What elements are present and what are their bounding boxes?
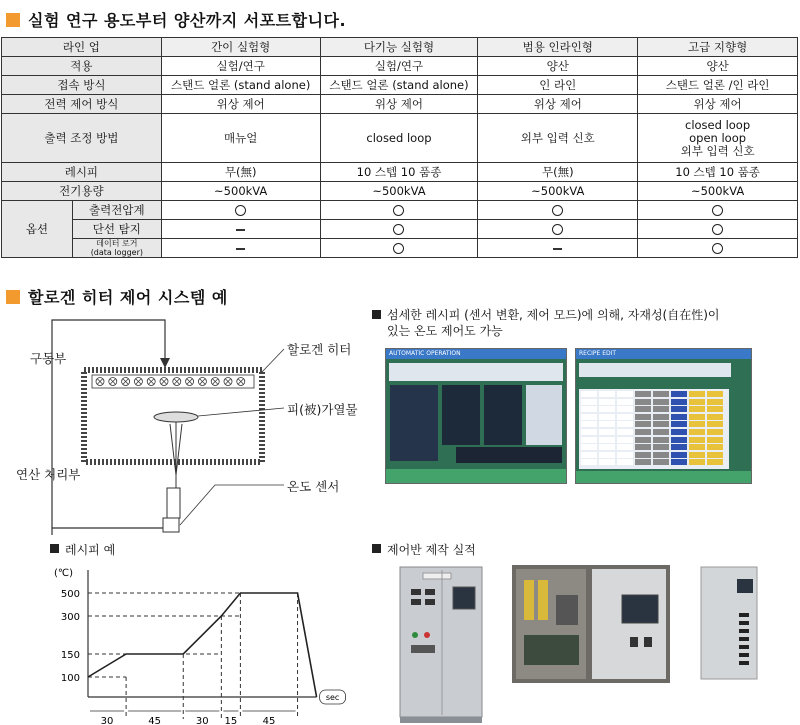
dash-mark-icon: [236, 229, 245, 231]
table-cell: 스탠드 얼론 (stand alone): [320, 76, 478, 95]
operation-info-bar: [389, 363, 563, 381]
header-model: 고급 지향형: [638, 38, 798, 57]
panel-photo-3: [697, 565, 762, 683]
section2-title: 할로겐 히터 제어 시스템 예: [28, 288, 228, 307]
recipe-footer: [576, 471, 751, 483]
heater-label: 할로겐 히터: [287, 342, 352, 357]
header-model: 범용 인라인형: [478, 38, 638, 57]
spec-table: [1, 37, 798, 258]
table-cell: ~500kVA: [161, 182, 320, 201]
drive-label: 구동부: [30, 351, 67, 366]
object-label: 피(被)가열물: [287, 402, 358, 417]
recipe-screen: [575, 348, 752, 484]
black-square-icon: [372, 544, 381, 553]
row-label: 전기용량: [2, 182, 162, 201]
sensor-label: 온도 센서: [287, 479, 340, 494]
table-cell: closed loop open loop 외부 입력 신호: [638, 114, 798, 163]
table-cell: 10 스텝 10 품종: [320, 163, 478, 182]
operation-screen: [385, 348, 567, 484]
meter-panel-1: [442, 385, 480, 445]
recipe-screen-title: RECIPE EDIT: [576, 349, 751, 359]
x-segment-label: 45: [148, 716, 162, 725]
param-panel: [526, 385, 562, 445]
option-name: 데이터 로거 (data logger): [72, 239, 161, 258]
table-cell: ~500kVA: [638, 182, 798, 201]
option-mark: [161, 220, 320, 239]
table-cell: ~500kVA: [320, 182, 478, 201]
table-cell: closed loop: [320, 114, 478, 163]
circle-mark-icon: [393, 205, 404, 216]
option-name: 출력전압계: [72, 201, 161, 220]
y-tick-label: 100: [60, 673, 80, 684]
section1-title: 실험 연구 용도부터 양산까지 서포트합니다.: [28, 11, 347, 30]
option-mark: [638, 220, 798, 239]
option-mark: [320, 239, 478, 258]
sensor-wire-3: [176, 424, 182, 475]
circle-mark-icon: [393, 224, 404, 235]
row-label: 출력 조정 방법: [2, 114, 162, 163]
option-mark: [320, 220, 478, 239]
circle-mark-icon: [712, 243, 723, 254]
sensor-wire-2: [170, 424, 176, 475]
table-cell: 스탠드 얼론 /인 라인: [638, 76, 798, 95]
table-row: [2, 57, 798, 76]
table-cell: 10 스텝 10 품종: [638, 163, 798, 182]
option-label: 옵션: [2, 201, 73, 258]
table-cell: 위상 제어: [638, 95, 798, 114]
y-tick-label: 500: [60, 589, 80, 600]
table-cell: 무(無): [161, 163, 320, 182]
recipe-series-line: [88, 593, 317, 697]
x-segment-label: 15: [224, 716, 238, 725]
option-name: 단선 탐지: [72, 220, 161, 239]
recipe-info-bar: [579, 363, 731, 377]
circle-mark-icon: [712, 224, 723, 235]
alarm-panel: [456, 447, 562, 463]
header-model: 다기능 실험형: [320, 38, 478, 57]
table-header-row: [2, 38, 798, 57]
option-mark: [638, 201, 798, 220]
table-cell: 실험/연구: [320, 57, 478, 76]
option-row: [2, 220, 798, 239]
option-mark: [478, 220, 638, 239]
panel-photo-2: [512, 565, 670, 683]
panel-photo-1: [395, 565, 490, 725]
circle-mark-icon: [552, 205, 563, 216]
option-mark: [478, 201, 638, 220]
circle-mark-icon: [552, 224, 563, 235]
black-square-icon: [50, 544, 59, 553]
section1-heading: [6, 8, 346, 31]
table-row: [2, 182, 798, 201]
row-label: 레시피: [2, 163, 162, 182]
table-cell: 외부 입력 신호: [478, 114, 638, 163]
control-line-drive: [52, 320, 165, 535]
table-cell: 위상 제어: [478, 95, 638, 114]
x-segment-label: 30: [195, 716, 209, 725]
y-tick-label: 150: [60, 650, 80, 661]
row-label: 접속 방식: [2, 76, 162, 95]
option-row: [2, 239, 798, 258]
table-cell: 인 라인: [478, 76, 638, 95]
table-row: [2, 163, 798, 182]
screens-caption: 섬세한 레시피 (센서 변환, 제어 모드)에 의해, 자재성(自在性)이 있는 온도 제어도 가능: [387, 308, 720, 338]
dash-mark-icon: [553, 248, 562, 250]
black-square-icon: [372, 310, 381, 319]
table-cell: 위상 제어: [161, 95, 320, 114]
y-tick-label: 300: [60, 612, 80, 623]
x-unit-label: sec: [325, 693, 340, 702]
recipe-grid: [579, 389, 729, 469]
x-segment-label: 45: [262, 716, 276, 725]
y-unit-label: (℃): [54, 568, 74, 579]
device-status-panel: [390, 385, 438, 461]
option-mark: [478, 239, 638, 258]
table-cell: 무(無): [478, 163, 638, 182]
circle-mark-icon: [393, 243, 404, 254]
heated-object: [154, 412, 198, 422]
option-mark: [161, 201, 320, 220]
panels-caption: 제어반 제작 실적: [387, 543, 476, 557]
orange-square-icon: [6, 13, 20, 27]
table-cell: 양산: [478, 57, 638, 76]
operation-footer: [386, 469, 566, 483]
panels-heading: [372, 541, 476, 558]
table-cell: 위상 제어: [320, 95, 478, 114]
circle-mark-icon: [712, 205, 723, 216]
row-label: 적용: [2, 57, 162, 76]
row-label: 전력 제어 방식: [2, 95, 162, 114]
temperature-sensor: [167, 488, 180, 518]
dash-mark-icon: [236, 248, 245, 250]
table-cell: 양산: [638, 57, 798, 76]
screens-heading: [372, 307, 720, 339]
option-row: [2, 201, 798, 220]
meter-panel-2: [484, 385, 522, 445]
table-row: [2, 76, 798, 95]
header-model: 간이 실험형: [161, 38, 320, 57]
heater-system-diagram: [0, 300, 370, 540]
recipe-chart: [40, 560, 370, 725]
header-lineup: 라인 업: [2, 38, 162, 57]
compute-label: 연산 처리부: [16, 467, 81, 482]
table-cell: 스탠드 얼론 (stand alone): [161, 76, 320, 95]
option-mark: [320, 201, 478, 220]
circle-mark-icon: [235, 205, 246, 216]
recipe-heading: [50, 541, 115, 558]
arrow-down-icon: [160, 358, 170, 368]
table-cell: ~500kVA: [478, 182, 638, 201]
option-mark: [638, 239, 798, 258]
x-segment-label: 30: [100, 716, 114, 725]
sensor-base: [163, 518, 179, 532]
operation-screen-title: AUTOMATIC OPERATION: [386, 349, 566, 359]
table-cell: 매뉴얼: [161, 114, 320, 163]
recipe-title: 레시피 예: [65, 543, 116, 557]
table-row: [2, 95, 798, 114]
table-cell: 실험/연구: [161, 57, 320, 76]
option-mark: [161, 239, 320, 258]
table-row: [2, 114, 798, 163]
